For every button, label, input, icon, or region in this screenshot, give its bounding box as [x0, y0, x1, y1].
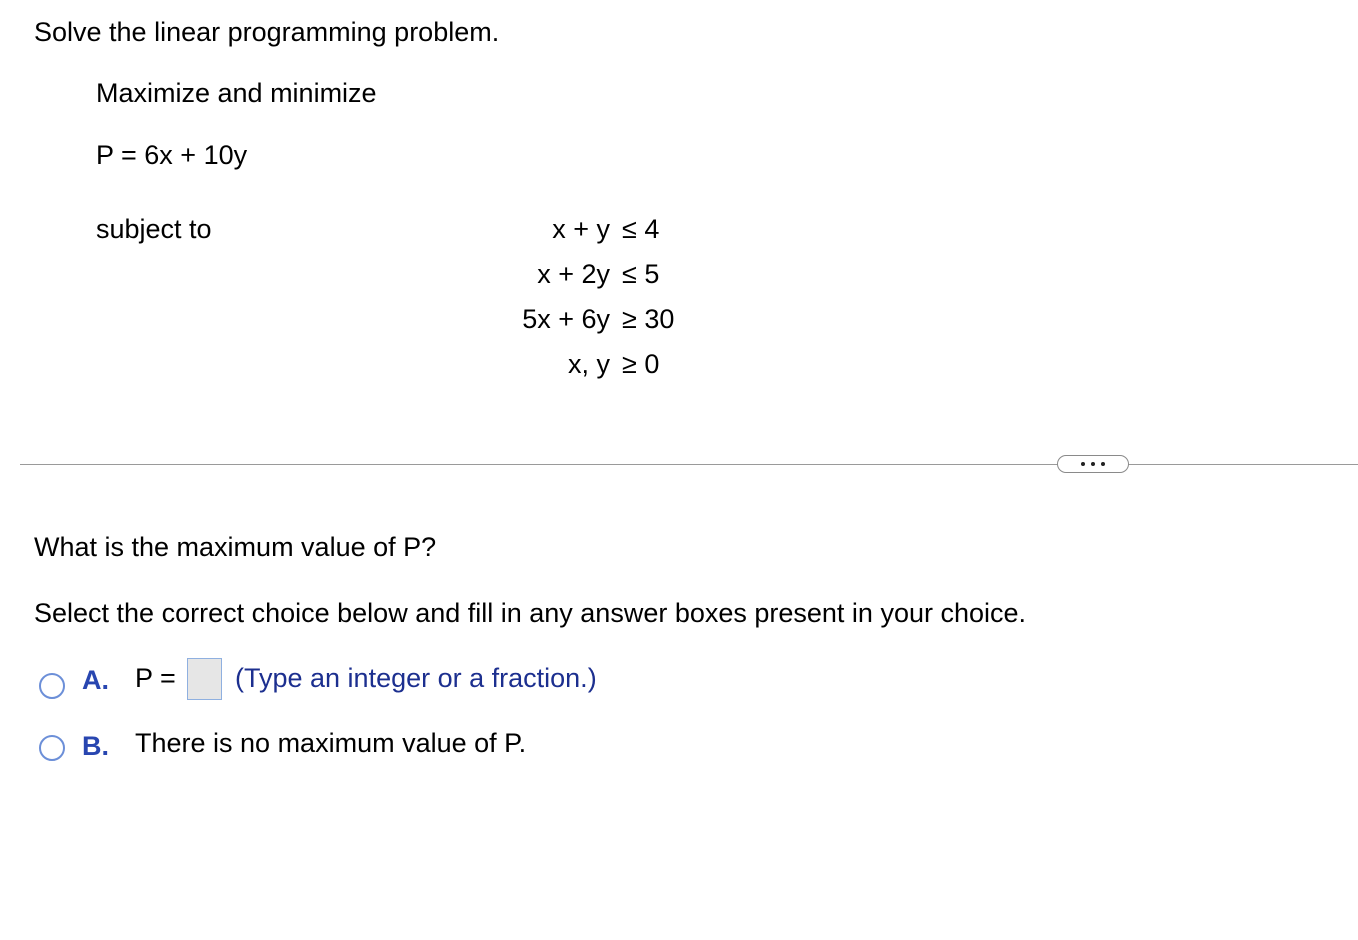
constraint-rel-1: ≤ 4 — [622, 214, 660, 244]
objective-heading: Maximize and minimize — [96, 78, 377, 108]
ellipsis-icon — [1081, 462, 1085, 466]
answer-input-p[interactable] — [187, 658, 222, 700]
objective-function: P = 6x + 10y — [96, 140, 248, 170]
choice-a-letter: A. — [82, 665, 109, 695]
constraint-lhs-1: x + y — [552, 214, 610, 244]
show-more-button[interactable] — [1057, 455, 1129, 473]
choice-a-radio[interactable] — [39, 673, 65, 699]
choice-b-text: There is no maximum value of P. — [135, 728, 527, 758]
constraint-rel-4: ≥ 0 — [622, 349, 660, 379]
ellipsis-icon — [1091, 462, 1095, 466]
question-instruction: Select the correct choice below and fill in any answer boxes present in your choice. — [34, 598, 1027, 628]
choice-b-letter: B. — [82, 731, 109, 761]
choice-b-radio[interactable] — [39, 735, 65, 761]
choice-a-hint: (Type an integer or a fraction.) — [235, 663, 597, 693]
choice-a-prefix: P = — [135, 663, 176, 693]
problem-instruction: Solve the linear programming problem. — [34, 17, 500, 47]
constraint-lhs-3: 5x + 6y — [522, 304, 610, 334]
ellipsis-icon — [1101, 462, 1105, 466]
constraint-lhs-2: x + 2y — [537, 259, 610, 289]
constraint-rel-3: ≥ 30 — [622, 304, 675, 334]
subject-to-label: subject to — [96, 214, 212, 244]
section-divider — [20, 464, 1358, 465]
question-prompt: What is the maximum value of P? — [34, 532, 437, 562]
constraint-rel-2: ≤ 5 — [622, 259, 660, 289]
constraint-lhs-4: x, y — [567, 349, 610, 379]
